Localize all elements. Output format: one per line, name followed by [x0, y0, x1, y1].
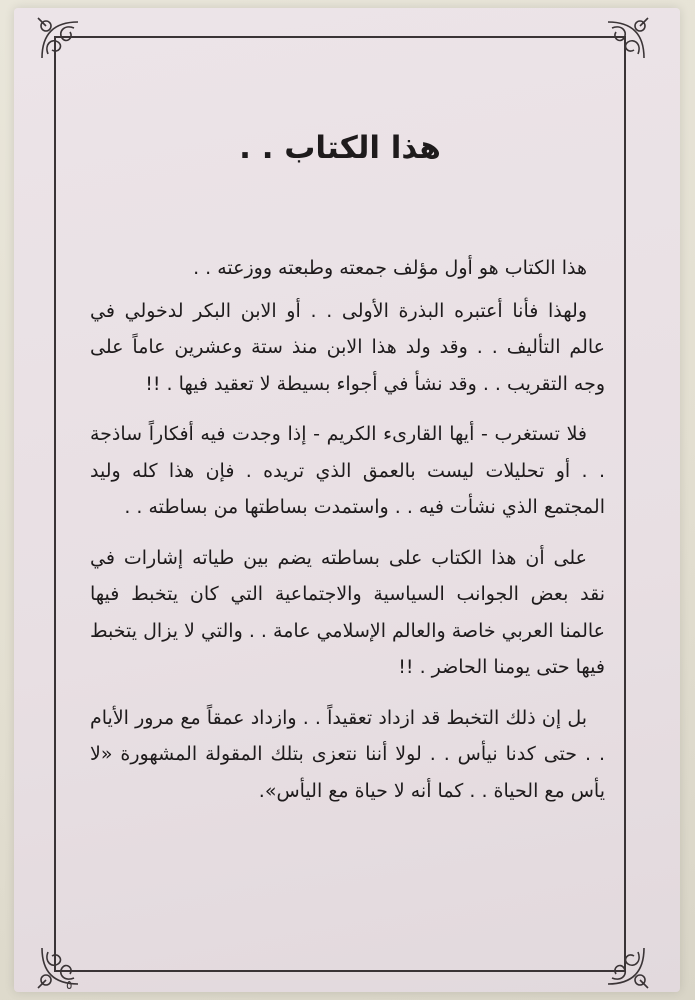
paragraph-2: ولهذا فأنا أعتبره البذرة الأولى . . أو الابن البكر لدخولي في عالم التأليف . . وقد ولد هذا الابن منذ ستة وعشرين عاماً على وجه التقريب . . وقد نشأ في أجواء بسيطة لا تعقيد فيها . !!	[90, 299, 605, 395]
corner-ornament-top-left	[34, 14, 86, 66]
paragraph-5: بل إن ذلك التخبط قد ازداد تعقيداً . . وازداد عمقاً مع مرور الأيام . . حتى كدنا نيأس . . لولا أننا نتعزى بتلك المقولة المشهورة «لا يأس مع الحياة . . كما أنه لا حياة مع اليأس».	[90, 706, 605, 802]
corner-ornament-top-right	[600, 14, 652, 66]
page-title: هذا الكتاب . .	[239, 130, 441, 166]
corner-ornament-bottom-left	[34, 940, 86, 992]
body-text	[90, 250, 605, 823]
page-number: ٥	[66, 978, 73, 992]
paragraph-3: فلا تستغرب - أيها القارىء الكريم - إذا وجدت فيه أفكاراً ساذجة . . أو تحليلات ليست بالعمق الذي تريده . فإن هذا كله وليد المجتمع الذي نشأت فيه . . واستمدت بساطتها من بساطته . .	[90, 423, 605, 518]
paragraph-4: على أن هذا الكتاب على بساطته يضم بين طياته إشارات في نقد بعض الجوانب السياسية والاجتماعية التي كان يتخبط فيها عالمنا العربي خاصة والعالم الإسلامي عامة . . والتي لا يزال يتخبط فيها حتى يومنا الحاضر . !!	[90, 546, 605, 678]
paragraph-1: هذا الكتاب هو أول مؤلف جمعته وطبعته ووزعته . .	[193, 257, 587, 279]
corner-ornament-bottom-right	[600, 940, 652, 992]
